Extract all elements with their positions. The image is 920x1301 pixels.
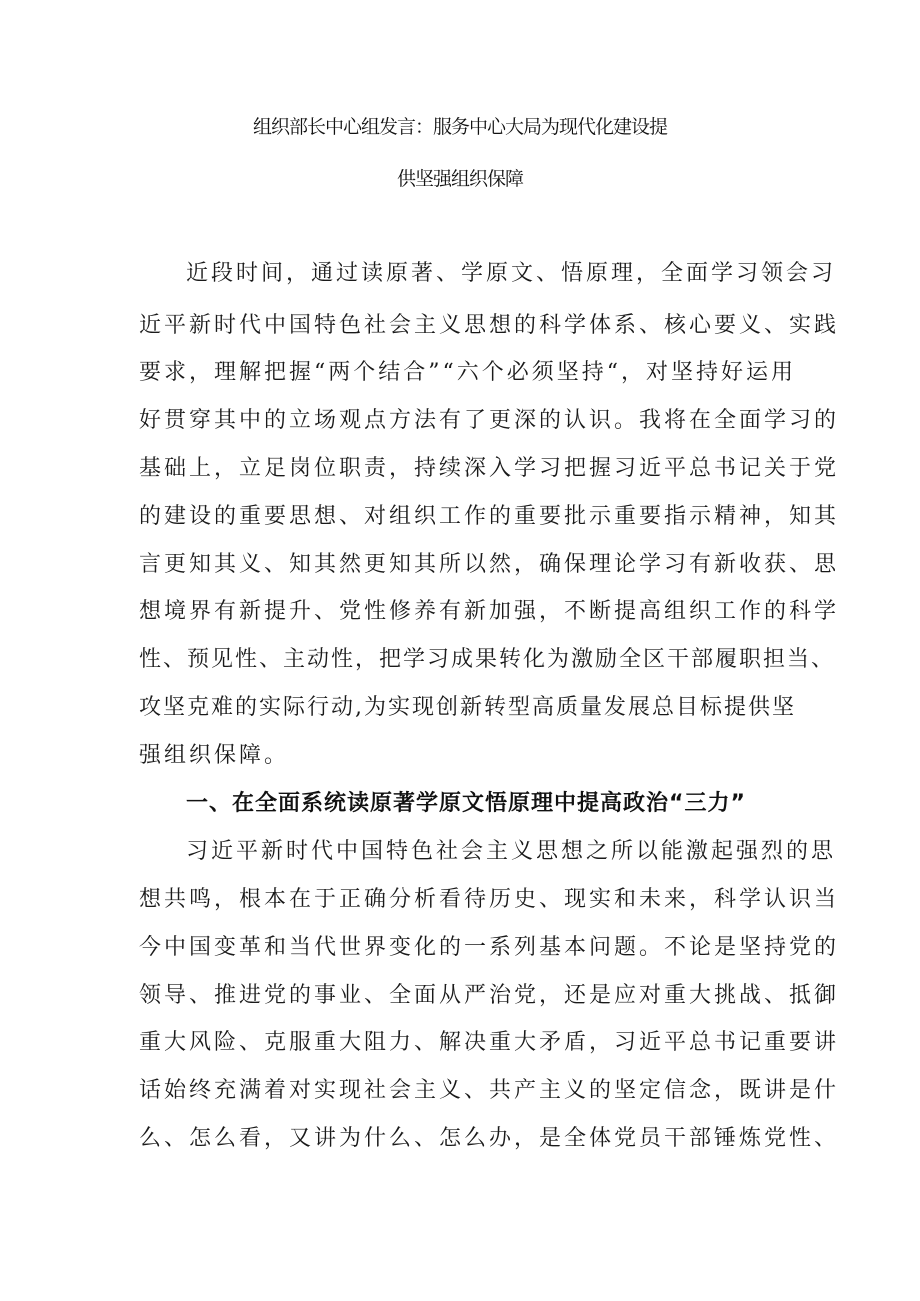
paragraph-1-line: 想境界有新提升、党性修养有新加强，不断提高组织工作的科学 bbox=[139, 599, 840, 624]
paragraph-2-line: 么、怎么看，又讲为什么、怎么办，是全体党员干部锤炼党性、 bbox=[139, 1126, 840, 1151]
document-title-line-2: 供坚强组织保障 bbox=[396, 168, 523, 190]
paragraph-2-line: 话始终充满着对实现社会主义、共产主义的坚定信念，既讲是什 bbox=[139, 1078, 840, 1103]
paragraph-1-line: 要求，理解把握“两个结合”“六个必须坚持“，对坚持好运用 bbox=[139, 360, 796, 385]
section-heading-1: 一、在全面系统读原著学原文悟原理中提高政治“三力” bbox=[186, 791, 746, 816]
paragraph-1-line: 的建设的重要思想、对组织工作的重要批示重要指示精神，知其 bbox=[139, 504, 840, 529]
paragraph-1-line: 好贯穿其中的立场观点方法有了更深的认识。我将在全面学习的 bbox=[139, 408, 840, 433]
paragraph-1-line: 近段时间，通过读原著、学原文、悟原理，全面学习领会习 bbox=[186, 261, 837, 286]
paragraph-1-line: 言更知其义、知其然更知其所以然，确保理论学习有新收获、思 bbox=[139, 552, 840, 577]
paragraph-1-line: 攻坚克难的实际行动,为实现创新转型高质量发展总目标提供坚 bbox=[139, 695, 796, 720]
paragraph-1-line: 近平新时代中国特色社会主义思想的科学体系、核心要义、实践 bbox=[139, 313, 840, 338]
document-title-line-1: 组织部长中心组发言：服务中心大局为现代化建设提 bbox=[252, 116, 667, 138]
paragraph-2-line: 习近平新时代中国特色社会主义思想之所以能激起强烈的思 bbox=[186, 839, 837, 864]
paragraph-2-line: 领导、推进党的事业、全面从严治党，还是应对重大挑战、抵御 bbox=[139, 983, 840, 1008]
paragraph-1-line: 性、预见性、主动性，把学习成果转化为激励全区干部履职担当、 bbox=[139, 647, 836, 672]
paragraph-1-line: 强组织保障。 bbox=[139, 743, 290, 768]
paragraph-2-line: 今中国变革和当代世界变化的一系列基本问题。不论是坚持党的 bbox=[139, 935, 840, 960]
paragraph-2-line: 重大风险、克服重大阻力、解决重大矛盾，习近平总书记重要讲 bbox=[139, 1030, 840, 1055]
paragraph-1-line: 基础上，立足岗位职责，持续深入学习把握习近平总书记关于党 bbox=[139, 456, 840, 481]
paragraph-2-line: 想共鸣，根本在于正确分析看待历史、现实和未来，科学认识当 bbox=[139, 887, 840, 912]
